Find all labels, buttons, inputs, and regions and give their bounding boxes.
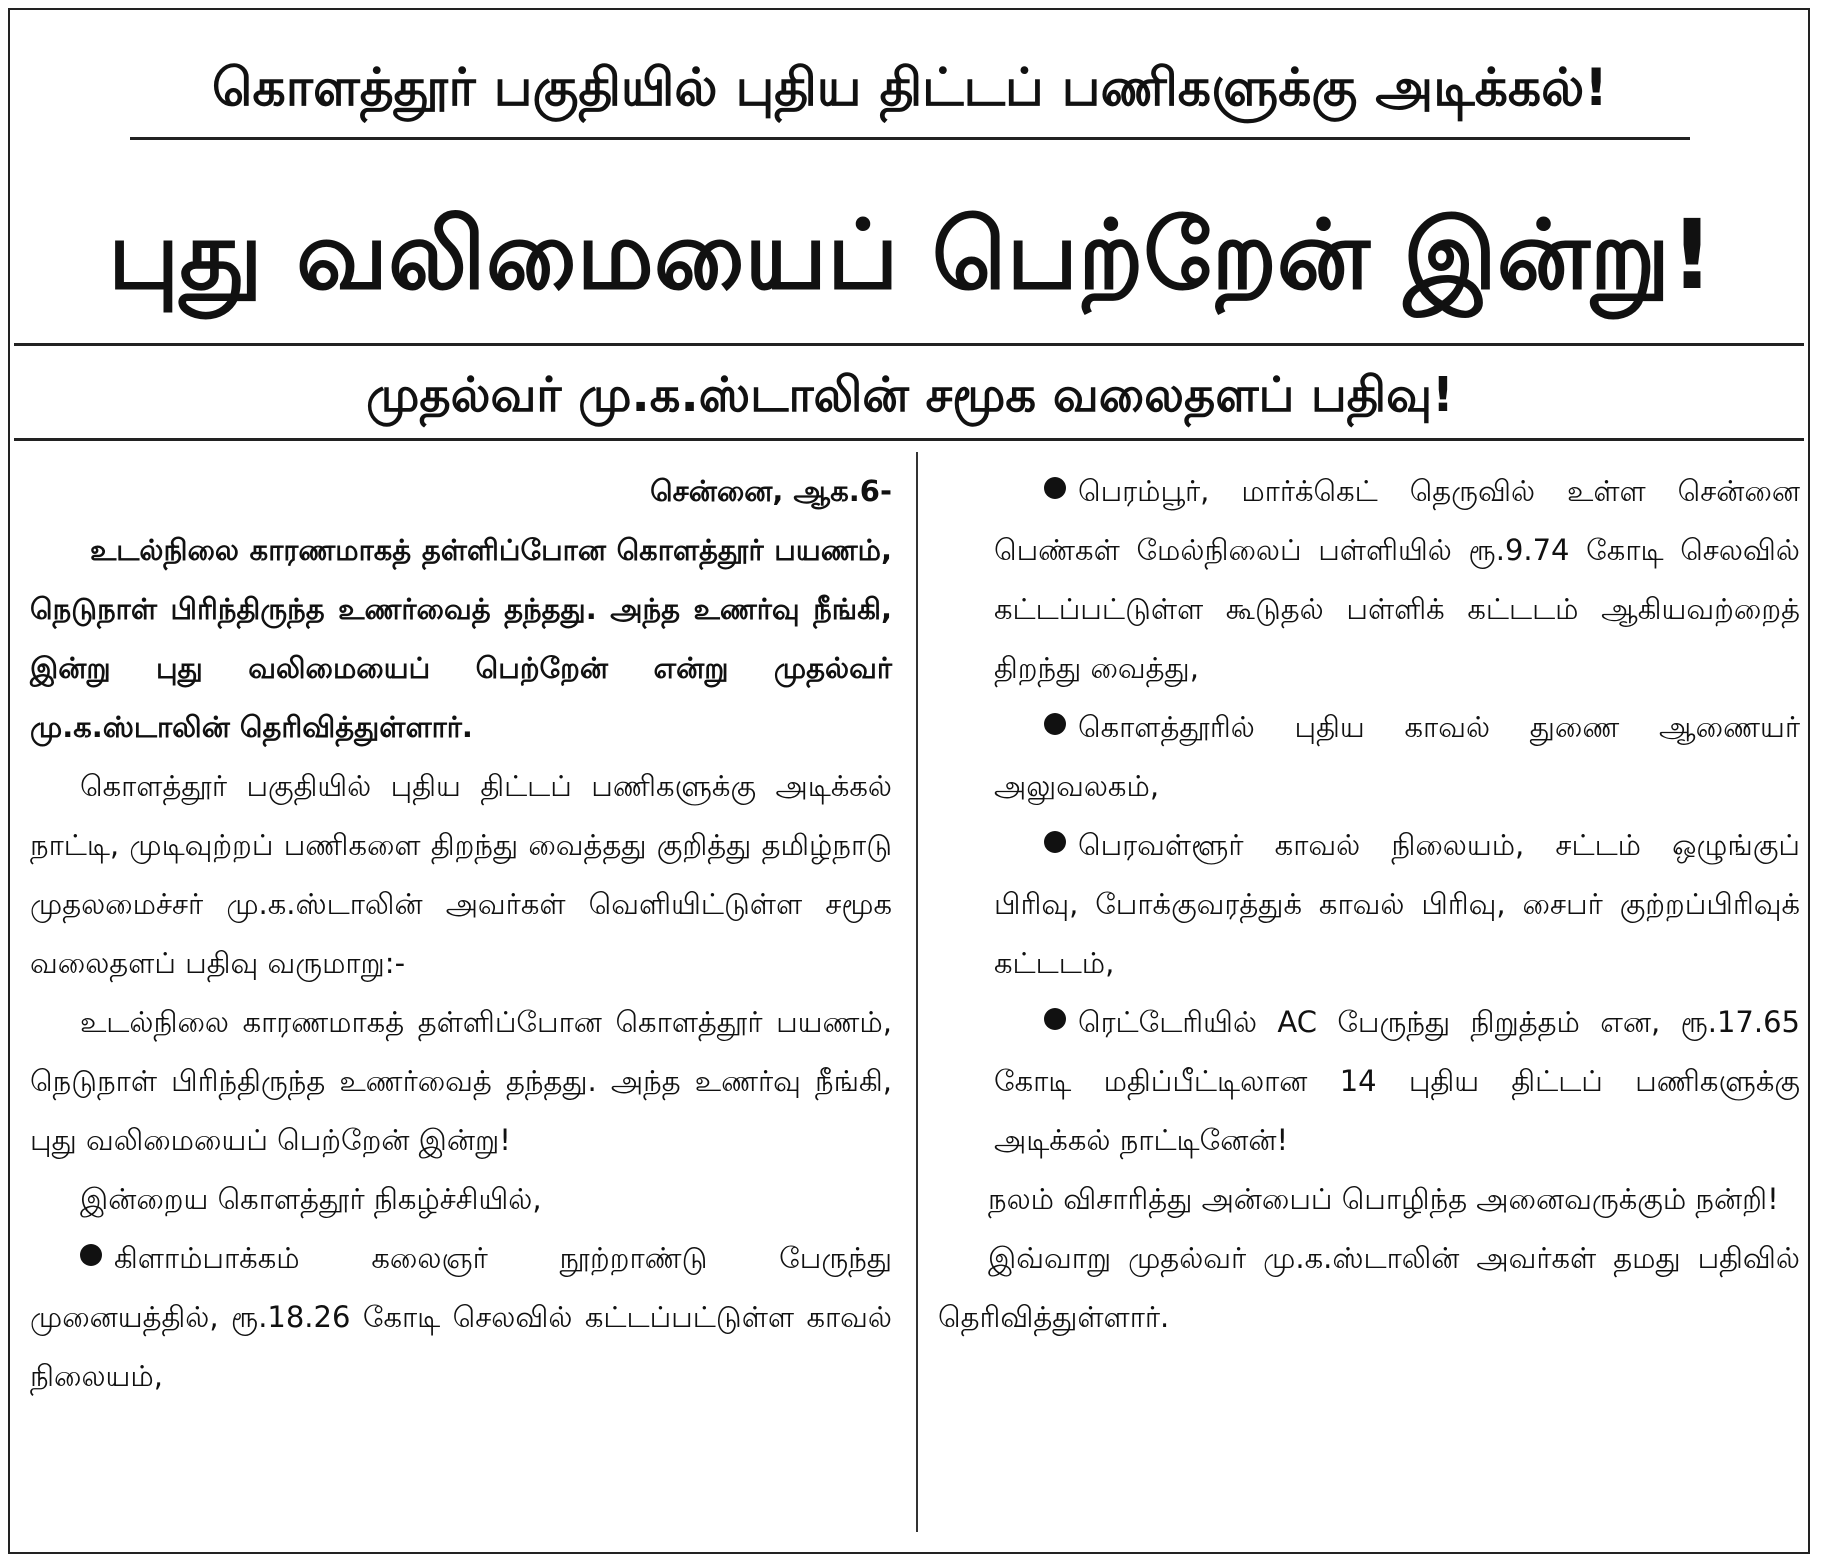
right-closing — [938, 1170, 1800, 1347]
bullet-text: கிளாம்பாக்கம் கலைஞர் நூற்றாண்டு பேருந்து முனையத்தில், ரூ.18.26 கோடி செலவில் கட்டப்பட்டுள்ள காவல் நிலையம், — [30, 1241, 892, 1393]
bullet-text: ரெட்டேரியில் AC பேருந்து நிறுத்தம் என, ரூ.17.65 கோடி மதிப்பீட்டிலான 14 புதிய திட்டப் பணிகளுக்கு அடிக்கல் நாட்டினேன்! — [994, 1005, 1800, 1157]
right-column — [938, 462, 1800, 1347]
lead-paragraph: உடல்நிலை காரணமாகத் தள்ளிப்போன கொளத்தூர் பயணம், நெடுநாள் பிரிந்திருந்த உணர்வைத் தந்தது. அந்த உணர்வு நீங்கி, இன்று புது வலிமையைப் பெற்றேன் என்று முதல்வர் மு.க.ஸ்டாலின் தெரிவித்துள்ளார். — [30, 533, 892, 744]
bullet-dot-icon — [80, 1244, 102, 1266]
bullet-item — [994, 462, 1800, 698]
bullet-dot-icon — [1044, 713, 1066, 735]
column-divider — [916, 452, 918, 1532]
kicker-headline: கொளத்தூர் பகுதியில் புதிய திட்டப் பணிகளுக்கு அடிக்கல்! — [211, 58, 1608, 118]
bullet-text: பெரவள்ளூர் காவல் நிலையம், சட்டம் ஒழுங்குப் பிரிவு, போக்குவரத்துக் காவல் பிரிவு, சைபர் குற்றப்பிரிவுக் கட்டடம், — [994, 828, 1800, 980]
bullet-item — [994, 698, 1800, 816]
kicker-rule — [130, 137, 1690, 140]
bullet-dot-icon — [1044, 1008, 1066, 1030]
body-paragraph: கொளத்தூர் பகுதியில் புதிய திட்டப் பணிகளுக்கு அடிக்கல் நாட்டி, முடிவுற்றப் பணிகளை திறந்து வைத்தது குறித்து தமிழ்நாடு முதலமைச்சர் மு.க.ஸ்டாலின் அவர்கள் வெளியிட்டுள்ள சமூக வலைதளப் பதிவு வருமாறு:- — [30, 769, 892, 980]
body-paragraph: இவ்வாறு முதல்வர் மு.க.ஸ்டாலின் அவர்கள் தமது பதிவில் தெரிவித்துள்ளார். — [938, 1241, 1800, 1334]
sub-headline: முதல்வர் மு.க.ஸ்டாலின் சமூக வலைதளப் பதிவு! — [366, 367, 1454, 423]
body-paragraph: உடல்நிலை காரணமாகத் தள்ளிப்போன கொளத்தூர் பயணம், நெடுநாள் பிரிந்திருந்த உணர்வைத் தந்தது. அந்த உணர்வு நீங்கி, புது வலிமையைப் பெற்றேன் இன்று! — [30, 1005, 892, 1157]
bullet-item — [30, 1229, 892, 1406]
bullet-item — [994, 816, 1800, 993]
main-headline: புது வலிமையைப் பெற்றேன் இன்று! — [108, 199, 1714, 311]
body-paragraph: இன்றைய கொளத்தூர் நிகழ்ச்சியில், — [80, 1182, 542, 1216]
left-column — [30, 462, 892, 1406]
bullet-dot-icon — [1044, 831, 1066, 853]
bullet-dot-icon — [1044, 477, 1066, 499]
subhead-rule — [14, 438, 1804, 441]
body-paragraph: நலம் விசாரித்து அன்பைப் பொழிந்த அனைவருக்கும் நன்றி! — [988, 1182, 1779, 1216]
right-bullet-list — [938, 462, 1800, 1170]
bullet-text: பெரம்பூர், மார்க்கெட் தெருவில் உள்ள சென்னை பெண்கள் மேல்நிலைப் பள்ளியில் ரூ.9.74 கோடி செலவில் கட்டப்பட்டுள்ள கூடுதல் பள்ளிக் கட்டடம் ஆகியவற்றைத் திறந்து வைத்து, — [994, 474, 1800, 685]
bullet-text: கொளத்தூரில் புதிய காவல் துணை ஆணையர் அலுவலகம், — [994, 710, 1800, 803]
bullet-item — [994, 993, 1800, 1170]
headline-rule — [14, 343, 1804, 346]
dateline: சென்னை, ஆக.6- — [650, 474, 892, 508]
